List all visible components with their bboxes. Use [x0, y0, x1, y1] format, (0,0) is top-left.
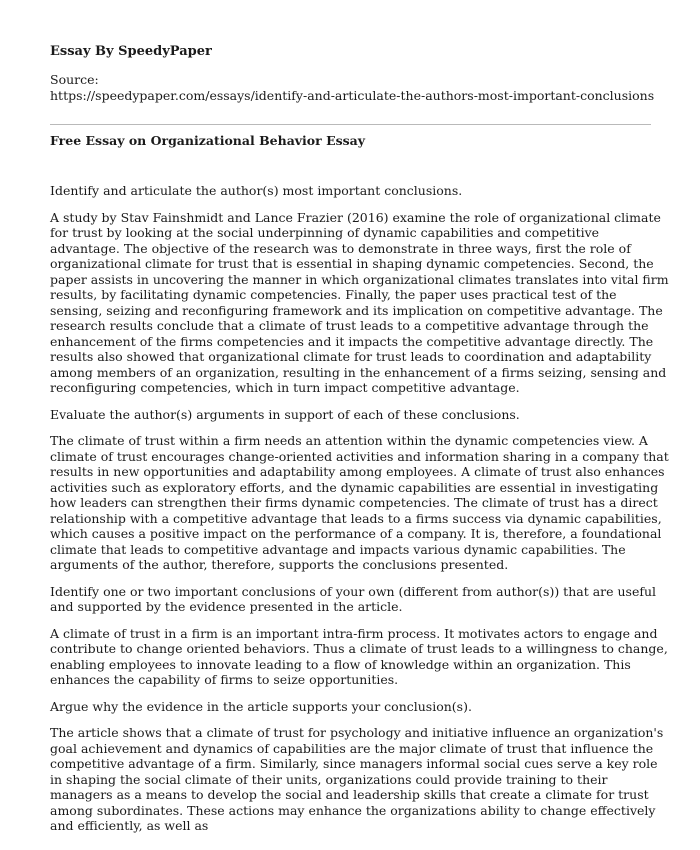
- question-paragraph: Evaluate the author(s) arguments in support of each of these conclusions.: [50, 406, 520, 422]
- question-paragraph: Identify one or two important conclusions of your own (different from author(s)) that are useful and supported by the evidence presented in the article.: [50, 583, 657, 614]
- body-paragraph: The article shows that a climate of trust for psychology and initiative influence an organization's goal achievement and dynamics of capabilities are the major climate of trust that influence the competitive advantage of a firm. Similarly, since managers informal social cues serve a key role in shaping the social climate of their units, organizations could provide training to their managers as a means to develop the social and leadership skills that create a climate for trust among subordinates. These actions may enhance the organizations ability to change effectively and efficiently, as well as: [50, 725, 664, 833]
- question-paragraph: Argue why the evidence in the article supports your conclusion(s).: [50, 698, 472, 714]
- source-url: https://speedypaper.com/essays/identify-and-articulate-the-authors-most-important-conclusions: [50, 88, 655, 103]
- question-paragraph: Identify and articulate the author(s) most important conclusions.: [50, 183, 463, 198]
- essay-title: Free Essay on Organizational Behavior Essay: [50, 133, 366, 148]
- document-heading: Essay By SpeedyPaper: [50, 44, 212, 59]
- body-paragraph: A study by Stav Fainshmidt and Lance Frazier (2016) examine the role of organizational climate for trust by looking at the social underpinning of dynamic capabilities and competitive advantage. The objective of the research was to demonstrate in three ways, first the role of organizational climate for trust that is essential in shaping dynamic competencies. Second, the paper assists in uncovering the manner in which organizational climates translates into vital firm results, by facilitating dynamic competencies. Finally, the paper uses practical test of the sensing, seizing and reconfiguring framework and its implication on competitive advantage. The research results conclude that a climate of trust leads to a competitive advantage through the enhancement of the firms competencies and it impacts the competitive advantage directly. The results also showed that organizational climate for trust leads to coordination and adaptability among members of an organization, resulting in the enhancement of a firms seizing, sensing and reconfiguring competencies, which in turn impact competitive advantage.: [50, 209, 669, 395]
- section-divider: [50, 124, 651, 125]
- body-paragraph: The climate of trust within a firm needs an attention within the dynamic competencies view. A climate of trust encourages change-oriented activities and information sharing in a company that results in new opportunities and adaptability among employees. A climate of trust also enhances activities such as exploratory efforts, and the dynamic capabilities are essential in investigating how leaders can strengthen their firms dynamic competencies. The climate of trust has a direct relationship with a competitive advantage that leads to a firms success via dynamic capabilities, which causes a positive impact on the performance of a company. It is, therefore, a foundational climate that leads to competitive advantage and impacts various dynamic capabilities. The arguments of the author, therefore, supports the conclusions presented.: [50, 433, 669, 572]
- essay-body: [50, 183, 672, 845]
- source-label: Source:: [50, 72, 99, 87]
- body-paragraph: A climate of trust in a firm is an important intra-firm process. It motivates actors to engage and contribute to change oriented behaviors. Thus a climate of trust leads to a willingness to change, enabling employees to innovate leading to a flow of knowledge within an organization. This enhances the capability of firms to seize opportunities.: [50, 625, 668, 687]
